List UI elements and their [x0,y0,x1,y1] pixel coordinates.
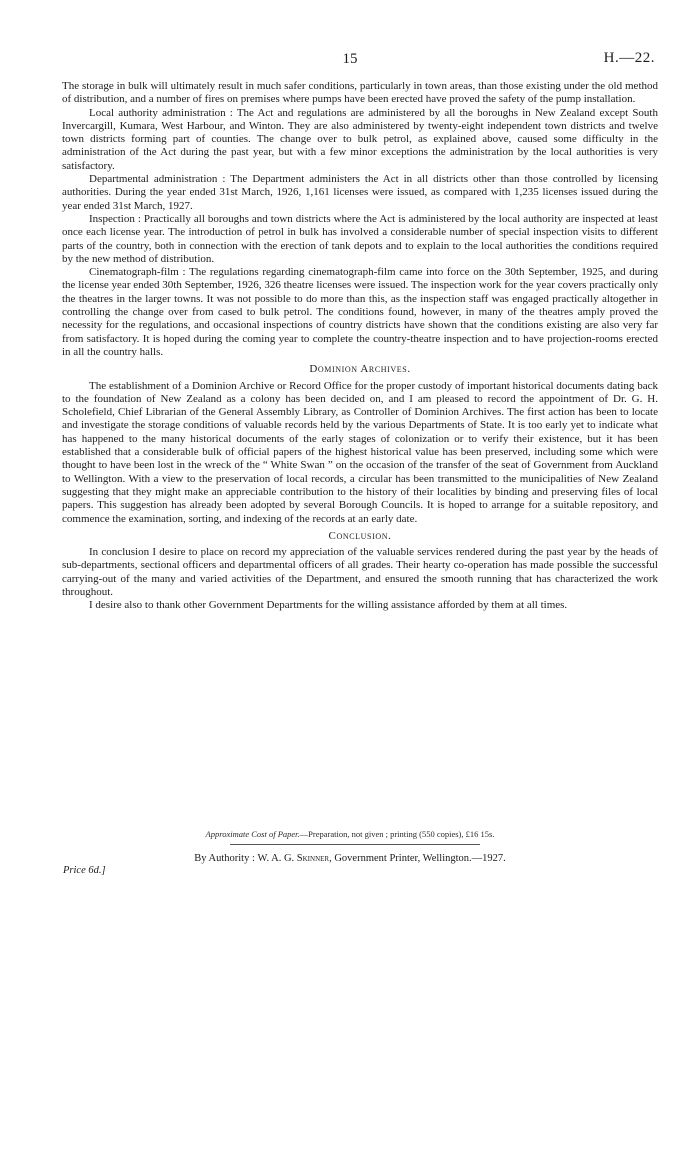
paragraph: Cinematograph-film : The regulations regarding cinematograph-film came into force on the 30th September, 1925, and during the license year ended 30th September, 1926, 326 theatre licenses were issued. The inspection work for the year covers practically only the theatres in the larger towns. It was not possible to do more than this, as the inspection staff was engaged practically altogether in controlling the change over from cased to bulk petrol. The conditions found, however, in many of the theatres amply proved the necessity for the regulations, and occasional inspections of country districts have shown that the conditions existing are also very far from satisfactory. It is hoped during the coming year to complete the country-theatre inspection and to have projection-rooms erected in all the country halls. [62,266,658,358]
paragraph: The establishment of a Dominion Archive or Record Office for the proper custody of important historical documents dating back to the foundation of New Zealand as a colony has been decided on, and I am pleased to record the appointment of Dr. G. H. Scholefield, Chief Librarian of the General Assembly Library, as Controller of Dominion Archives. The first action has been to locate and investigate the storage conditions of valuable records held by the various Departments of State. It is too early yet to indicate what has happened to the many historical documents of the early stages of colonization or to verify their existence, but it has been established that a considerable bulk of official papers of the highest historical value has been preserved, including some which were thought to have been lost in the wreck of the “ White Swan ” on the occasion of the transfer of the seat of Government from Auckland to Wellington. With a view to the preservation of local records, a circular has been transmitted to the municipalities of New Zealand suggesting that they might make an appreciable contribution to the history of their localities by binding and preserving files of local papers. This suggestion has already been adopted by several Borough Councils. It is hoped to arrange for a suitable repository, and commence the examination, sorting, and indexing of the records at an early date. [62,379,658,525]
paragraph: In conclusion I desire to place on record my appreciation of the valuable services rendered during the past year by the heads of sub-departments, sectional officers and departmental officers of all grades. Their hearty co-operation has made possible the successful carrying-out of the many and varied activities of the Department, and ensured the smooth running that has characterized the work throughout. [62,546,658,598]
paragraph: I desire also to thank other Government Departments for the willing assistance afforded by them at all times. [89,599,568,612]
price-note: Price 6d.] [63,865,106,876]
page-number: 15 [342,51,358,67]
printer-name: W. A. G. Skinner, [257,853,332,864]
authority-prefix: By Authority : [194,853,255,864]
paragraph: The storage in bulk will ultimately result in much safer conditions, particularly in town areas, than those existing under the old method of distribution, and a number of fires on premises where pumps have been erected have proved the safety of the pump installation. [62,80,658,106]
printer-authority [0,853,700,864]
cost-text: —Preparation, not given ; printing (550 copies), £16 15s. [299,829,495,839]
body-text [62,80,658,613]
paragraph: Inspection : Practically all boroughs and town districts where the Act is administered by the local authority are inspected at least once each license year. The introduction of petrol in bulk has involved a considerable number of special inspection visits to different parts of the country, both in connection with the erection of tank depots and to explain to the local authorities the conditions required by the new method of distribution. [62,212,658,265]
paragraph: Departmental administration : The Department administers the Act in all districts other than those controlled by licensing authorities. During the year ended 31st March, 1926, 1,161 licenses were issued, as compared with 1,235 licenses issued during the year ended 31st March, 1927. [62,173,658,212]
document-reference: H.—22. [603,50,655,66]
paragraph: Local authority administration : The Act and regulations are administered by all the boroughs in New Zealand except South Invercargill, Kumara, West Harbour, and Winton. They are also administered by twenty-eight independent town districts and twelve town districts forming part of counties. The change over to bulk petrol, as explained above, caused some difficulty in the administration of the Act during the past year, but with a few minor exceptions the administration by the local authorities is very satisfactory. [62,106,658,172]
section-heading-archives: Dominion Archives. [309,363,411,376]
footer-rule [230,844,480,845]
section-heading-conclusion: Conclusion. [328,529,392,542]
cost-label: Approximate Cost of Paper. [205,829,300,839]
cost-of-paper-note [0,829,700,839]
printer-suffix: Government Printer, Wellington.—1927. [334,853,506,864]
